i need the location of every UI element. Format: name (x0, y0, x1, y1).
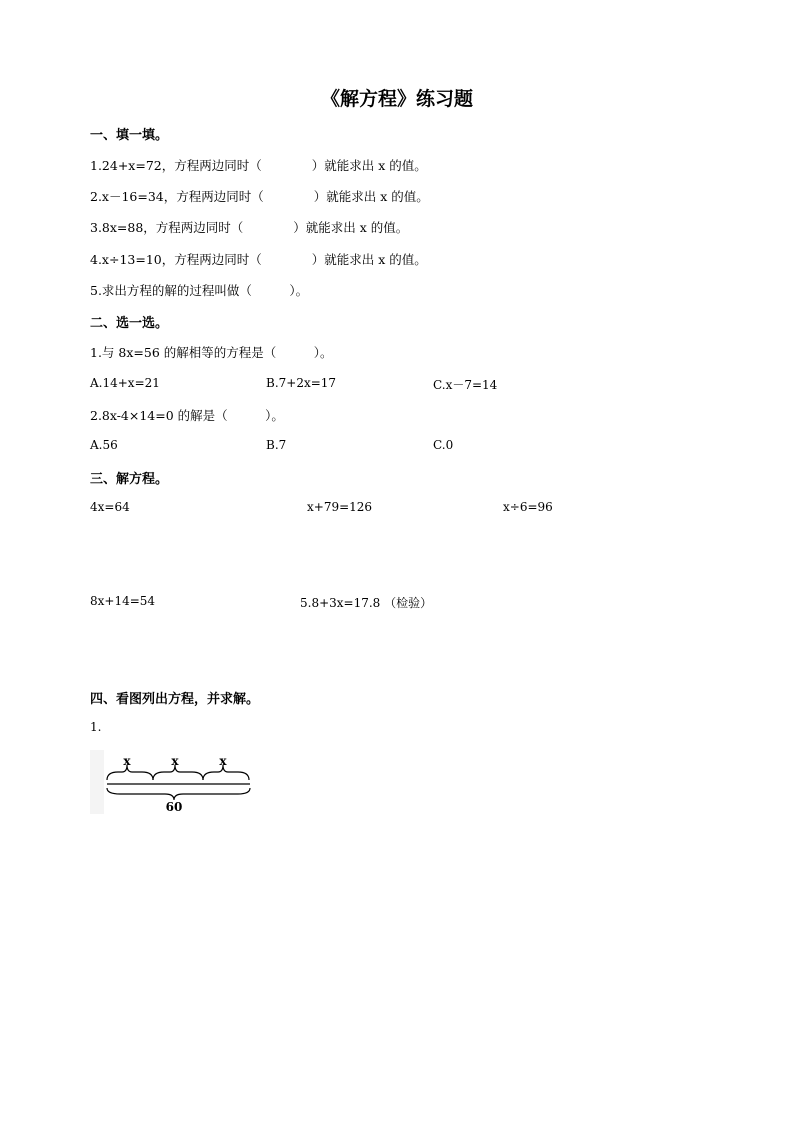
segment-label-2: x (171, 754, 179, 768)
fill-item-1: 1.24+x=72，方程两边同时（ ）就能求出 x 的值。 (90, 158, 427, 173)
choice-1-option-a: A.14+x=21 (90, 376, 160, 390)
segment-label-1: x (123, 754, 131, 768)
segment-label-3: x (219, 754, 227, 768)
diagram-shading (90, 750, 104, 814)
equation-4: 8x+14=54 (90, 594, 156, 608)
page-title: 《解方程》练习题 (320, 88, 473, 110)
fill-item-5: 5.求出方程的解的过程叫做（ ）。 (90, 283, 309, 298)
segment-diagram (90, 748, 260, 818)
choice-question-1: 1.与 8x=56 的解相等的方程是（ ）。 (90, 345, 333, 360)
choice-2-option-b: B.7 (266, 438, 287, 452)
equation-1: 4x=64 (90, 500, 130, 514)
choice-1-option-c: C.x－7=14 (433, 378, 498, 392)
choice-2-option-c: C.0 (433, 438, 454, 452)
total-brace (107, 788, 250, 800)
diagram-question-number: 1. (90, 720, 102, 734)
section-3-heading: 三、解方程。 (90, 472, 169, 487)
equation-5: 5.8+3x=17.8 （检验） (300, 596, 433, 610)
total-label: 60 (165, 800, 183, 814)
fill-item-2: 2.x－16=34，方程两边同时（ ）就能求出 x 的值。 (90, 189, 429, 204)
section-1-heading: 一、填一填。 (90, 128, 169, 143)
choice-1-option-b: B.7+2x=17 (266, 376, 337, 390)
fill-item-3: 3.8x=88，方程两边同时（ ）就能求出 x 的值。 (90, 220, 409, 235)
equation-2: x+79=126 (307, 500, 373, 514)
choice-2-option-a: A.56 (90, 438, 118, 452)
equation-3: x÷6=96 (503, 500, 553, 514)
section-2-heading: 二、选一选。 (90, 316, 169, 331)
fill-item-4: 4.x÷13=10，方程两边同时（ ）就能求出 x 的值。 (90, 252, 427, 267)
section-4-heading: 四、看图列出方程，并求解。 (90, 692, 260, 707)
choice-question-2: 2.8x-4×14=0 的解是（ ）。 (90, 408, 284, 423)
